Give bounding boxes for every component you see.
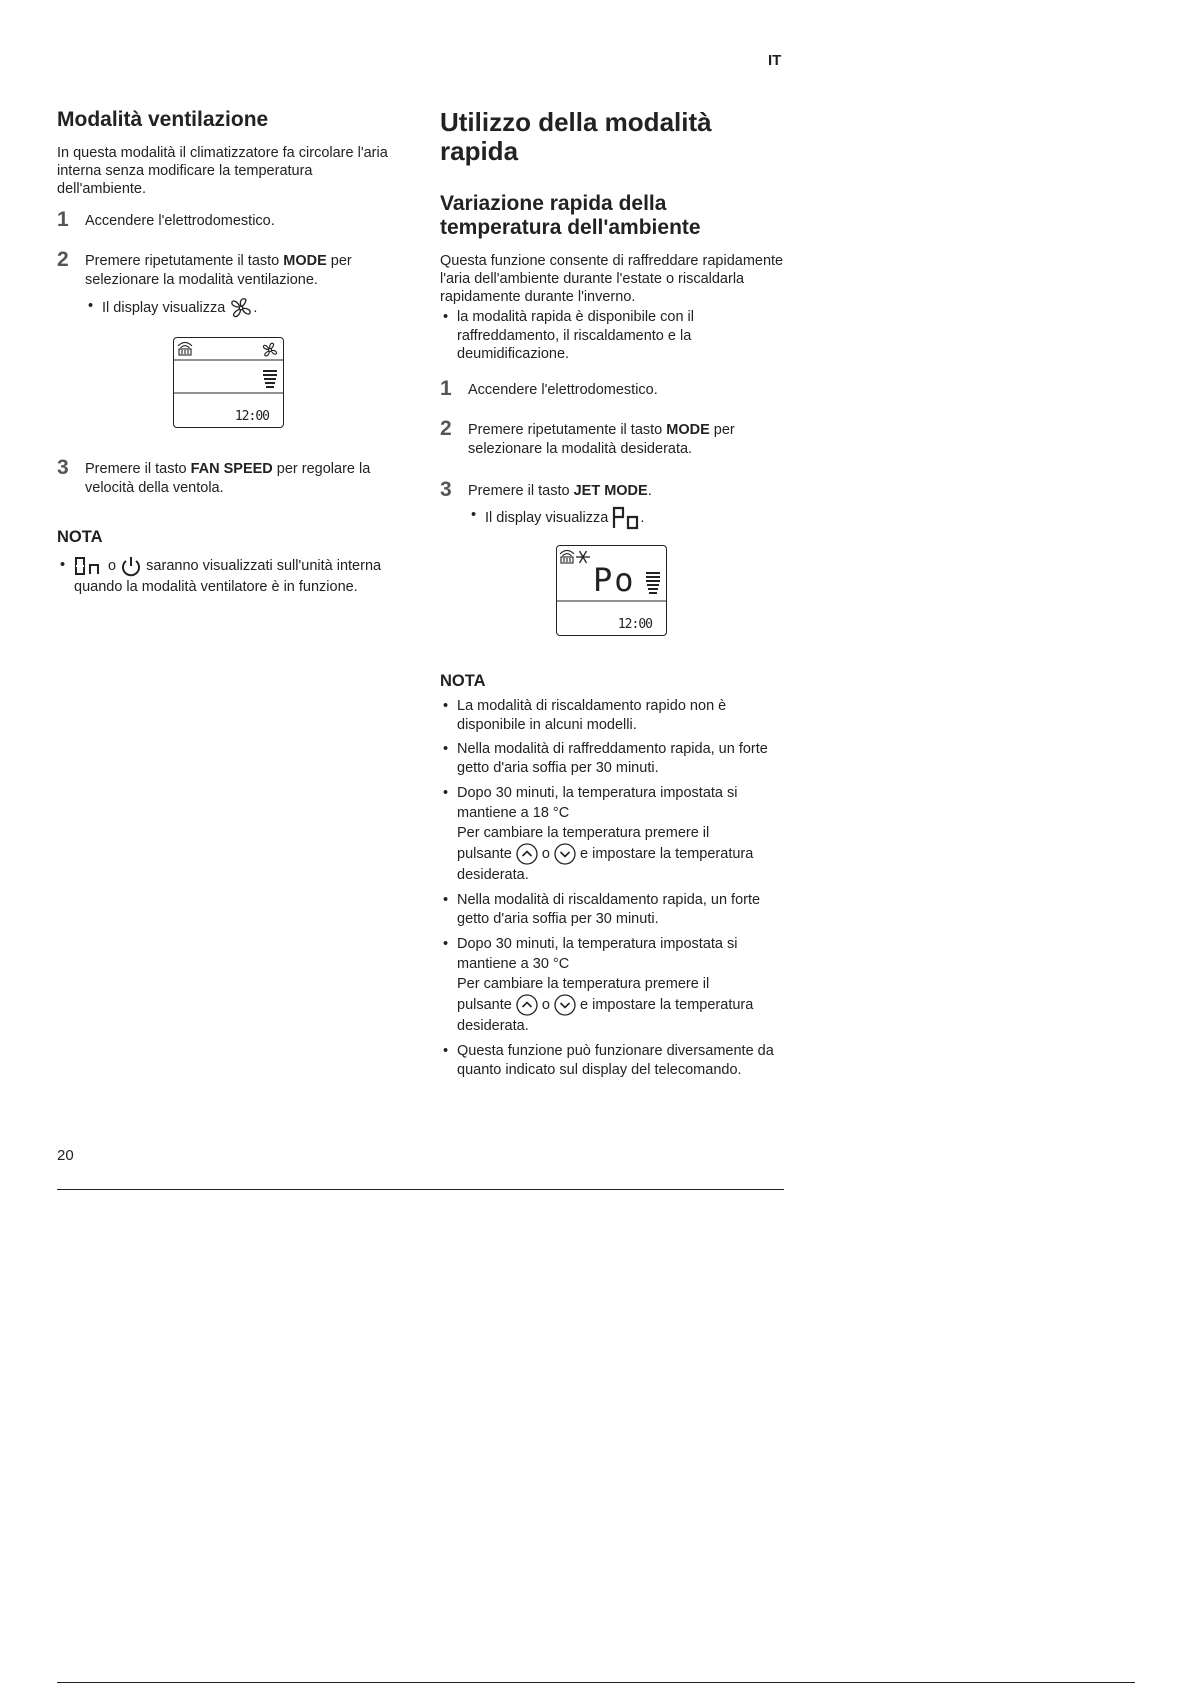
display-time: 12:00: [617, 617, 652, 632]
step-text: Premere ripetutamente il tasto: [468, 421, 667, 438]
step-number: 1: [57, 208, 69, 231]
note-text: Per cambiare la temperatura premere il: [457, 825, 710, 841]
snowflake-icon: [576, 551, 590, 563]
step-text: Accendere l'elettrodomestico.: [468, 381, 658, 398]
footer-divider: [57, 1189, 784, 1190]
note-text: pulsante: [457, 996, 512, 1013]
left-nota-title: NOTA: [57, 528, 103, 546]
left-nota-item: [57, 555, 397, 597]
on-display-icon: [74, 555, 104, 577]
step-text: per regolare la velocità della ventola.: [85, 461, 371, 496]
note-text: o: [541, 996, 550, 1013]
jet-note-4: • Nella modalità di riscaldamento rapida, un forte getto d'aria soffia per 30 minuti.: [440, 891, 785, 928]
fan-step-3-wrap: [57, 456, 397, 597]
fan-step-3: [57, 456, 397, 498]
display-note-text: Il display visualizza: [102, 299, 226, 316]
note-text: • Dopo 30 minuti, la temperatura impostata si mantiene a 30 °C: [457, 936, 738, 972]
step-number: 2: [440, 416, 452, 440]
note-text: o: [541, 845, 550, 862]
page-number: 20: [57, 1147, 74, 1164]
nota-text: saranno visualizzati sull'unità interna quando la modalità ventilatore è in funzione.: [74, 557, 382, 595]
fan-mode-section: [57, 108, 390, 319]
step-text: .: [647, 482, 652, 499]
note-text: • Dopo 30 minuti, la temperatura impostata si mantiene a 18 °C: [457, 785, 738, 821]
step-text: Premere il tasto: [85, 461, 191, 477]
step-text: Accendere l'elettrodomestico.: [85, 213, 275, 229]
jet-note-2: • Nella modalità di raffreddamento rapida, un forte getto d'aria soffia per 30 minuti.: [440, 740, 785, 777]
jet-step-1: [440, 376, 785, 400]
display-jet-code: Po: [593, 561, 636, 599]
jet-note-1: • La modalità di riscaldamento rapido non è disponibile in alcuni modelli.: [440, 697, 785, 734]
step-text: per selezionare la modalità desiderata.: [468, 421, 735, 457]
jet-mode-subtitle: Variazione rapida della temperatura dell'ambiente: [440, 192, 701, 239]
signal-icon: [178, 343, 192, 356]
note-text: e impostare la temperatura desiderata.: [457, 845, 754, 883]
step-number: 2: [57, 248, 69, 271]
step-number: 3: [440, 477, 452, 501]
fan-speed-key-label: FAN SPEED: [190, 461, 273, 477]
mode-key-label: MODE: [283, 253, 327, 269]
signal-icon: [560, 551, 574, 564]
step-number: 3: [57, 456, 69, 479]
nota-or-text: o: [108, 557, 117, 574]
temp-down-button-icon: [554, 843, 576, 865]
jet-note-6: • Questa funzione può funzionare diversamente da quanto indicato sul display del telecomando.: [440, 1042, 785, 1079]
temp-down-button-icon: [554, 994, 576, 1016]
remote-display-fan: [173, 337, 284, 428]
jet-note-3: [440, 783, 785, 885]
fan-speed-bars: [263, 370, 277, 388]
note-text: pulsante: [457, 845, 512, 862]
jet-mode-intro: Questa funzione consente di raffreddare rapidamente l'aria dell'ambiente durante l'estate o riscaldarla rapidamente durante l'inverno.: [440, 253, 784, 305]
jet-mode-title: Utilizzo della modalità rapida: [440, 107, 712, 166]
step-text: per selezionare la modalità ventilazione.: [85, 253, 352, 288]
note-text: Per cambiare la temperatura premere il: [457, 976, 710, 992]
note-text: e impostare la temperatura desiderata.: [457, 996, 754, 1034]
fan-step-2: [57, 248, 390, 290]
jet-step-3: [440, 477, 785, 501]
jet-intro-bullet: • la modalità rapida è disponibile con il raffreddamento, il riscaldamento e la deumidificazione.: [440, 308, 785, 364]
display-time: 12:00: [234, 409, 269, 424]
jet-note-5: [440, 934, 785, 1036]
remote-display-jet: [556, 545, 667, 636]
step-text: Premere il tasto: [468, 482, 574, 499]
jet-nota-section: [440, 672, 785, 1079]
step-text: Premere ripetutamente il tasto: [85, 253, 284, 269]
jet-step-2: [440, 416, 785, 459]
temp-up-button-icon: [516, 843, 538, 865]
fan-mode-intro: In questa modalità il climatizzatore fa circolare l'aria interna senza modificare la temperatura dell'ambiente.: [57, 145, 388, 197]
jet-mode-section: [440, 108, 785, 530]
jet-display-note: • Il display visualizza .: [468, 506, 785, 530]
mode-key-label: MODE: [666, 421, 710, 438]
po-icon: [612, 506, 640, 530]
display-note-text: Il display visualizza: [485, 509, 609, 526]
fan-step-1: [57, 208, 390, 231]
language-code: IT: [768, 52, 782, 69]
fan-mode-icon: [263, 343, 276, 356]
page-bottom-divider: [57, 1682, 1135, 1683]
fan-display-note: • Il display visualizza .: [85, 297, 390, 319]
fan-mode-title: Modalità ventilazione: [57, 108, 269, 131]
jet-mode-key-label: JET MODE: [573, 482, 648, 499]
fan-icon: [229, 297, 253, 319]
step-number: 1: [440, 376, 452, 400]
right-nota-title: NOTA: [440, 672, 486, 690]
fan-speed-bars: [646, 572, 660, 594]
power-icon: [120, 555, 142, 577]
temp-up-button-icon: [516, 994, 538, 1016]
